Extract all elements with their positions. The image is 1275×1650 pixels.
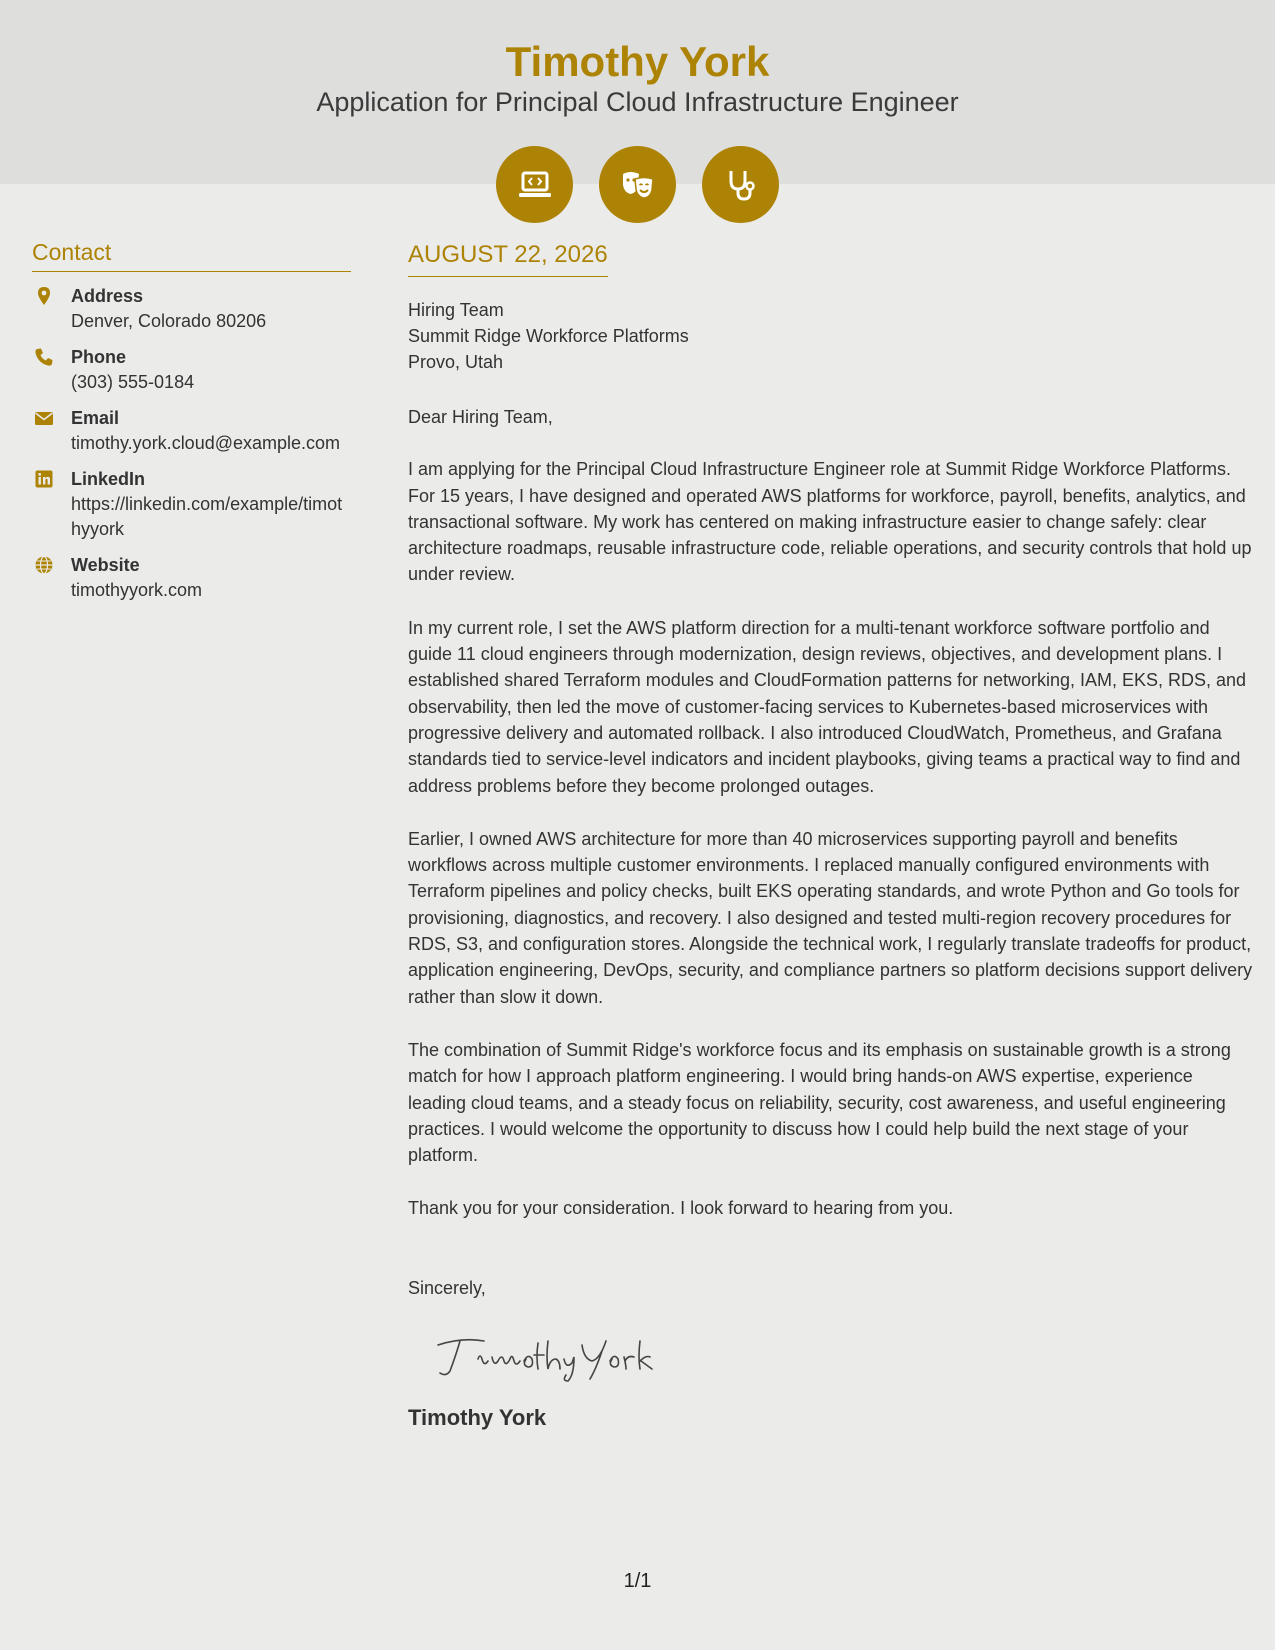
signed-name: Timothy York xyxy=(408,1405,547,1431)
application-subtitle: Application for Principal Cloud Infrastructure Engineer xyxy=(316,87,959,117)
closing-line: Thank you for your consideration. I look forward to hearing from you. xyxy=(408,1198,954,1219)
contact-address xyxy=(32,284,351,334)
contact-linkedin xyxy=(32,467,351,542)
contact-heading: Contact xyxy=(32,236,351,272)
contact-website xyxy=(32,553,351,603)
laptop-code-icon xyxy=(496,146,573,223)
header-icons xyxy=(496,146,779,223)
phone-value: (303) 555-0184 xyxy=(71,372,195,392)
address-value: Denver, Colorado 80206 xyxy=(71,311,267,331)
website-value[interactable]: timothyyork.com xyxy=(71,580,203,600)
applicant-name: Timothy York xyxy=(505,38,770,85)
map-pin-icon xyxy=(34,286,54,306)
recipient-company: Summit Ridge Workforce Platforms xyxy=(408,326,689,346)
handwritten-signature xyxy=(432,1331,1253,1383)
sign-off: Sincerely, xyxy=(408,1277,486,1298)
contact-sidebar xyxy=(32,236,351,614)
contact-phone xyxy=(32,345,351,395)
phone-icon xyxy=(34,347,54,367)
recipient-line: Hiring Team xyxy=(408,300,504,320)
linkedin-value[interactable]: https://linkedin.com/example/timothyyork xyxy=(71,494,343,539)
envelope-icon xyxy=(34,408,54,428)
letter-date: AUGUST 22, 2026 xyxy=(408,238,608,277)
email-label: Email xyxy=(71,408,120,428)
contact-email xyxy=(32,406,351,456)
body-paragraph: The combination of Summit Ridge's workforce focus and its emphasis on sustainable growth is a strong match for how I approach platform engineering. I would bring hands-on AWS expertise, experience leading cloud teams, and a steady focus on reliability, security, cost awareness, and useful engineering practices. I would welcome the opportunity to discuss how I could help build the next stage of your platform. xyxy=(408,1039,1231,1166)
website-label: Website xyxy=(71,555,140,575)
globe-icon xyxy=(34,555,54,575)
linkedin-label: LinkedIn xyxy=(71,469,146,489)
linkedin-icon xyxy=(34,469,54,489)
page-number: 1/1 xyxy=(623,1570,652,1592)
address-label: Address xyxy=(71,286,144,306)
phone-label: Phone xyxy=(71,347,127,367)
email-value[interactable]: timothy.york.cloud@example.com xyxy=(71,433,341,453)
recipient-block xyxy=(408,297,1253,375)
body-paragraph: In my current role, I set the AWS platform direction for a multi-tenant workforce software portfolio and guide 11 cloud engineers through modernization, design reviews, objectives, and development plans. I established shared Terraform modules and CloudFormation patterns for networking, IAM, EKS, RDS, and observability, then led the move of customer-facing services to Kubernetes-based microservices with progressive delivery and automated rollback. I also introduced CloudWatch, Prometheus, and Grafana standards tied to service-level indicators and incident playbooks, giving teams a practical way to find and address problems before they become prolonged outages. xyxy=(408,617,1247,796)
letter-body xyxy=(408,238,1253,1433)
body-paragraph: I am applying for the Principal Cloud Infrastructure Engineer role at Summit Ridge Workforce Platforms. For 15 years, I have designed and operated AWS platforms for workforce, payroll, benefits, analytics, and transactional software. My work has centered on making infrastructure easier to change safely: clear architecture roadmaps, reusable infrastructure code, reliable operations, and security controls that hold up under review. xyxy=(408,459,1252,585)
body-paragraph: Earlier, I owned AWS architecture for more than 40 microservices supporting payroll and benefits workflows across multiple customer environments. I replaced manually configured environments with Terraform pipelines and policy checks, built EKS operating standards, and wrote Python and Go tools for provisioning, diagnostics, and recovery. I also designed and tested multi-region recovery procedures for RDS, S3, and configuration stores. Alongside the technical work, I regularly translate tradeoffs for product, application engineering, DevOps, security, and compliance partners so platform decisions support delivery rather than slow it down. xyxy=(408,828,1253,1007)
theater-masks-icon xyxy=(599,146,676,223)
stethoscope-icon xyxy=(702,146,779,223)
greeting: Dear Hiring Team, xyxy=(408,407,553,427)
recipient-location: Provo, Utah xyxy=(408,352,504,372)
